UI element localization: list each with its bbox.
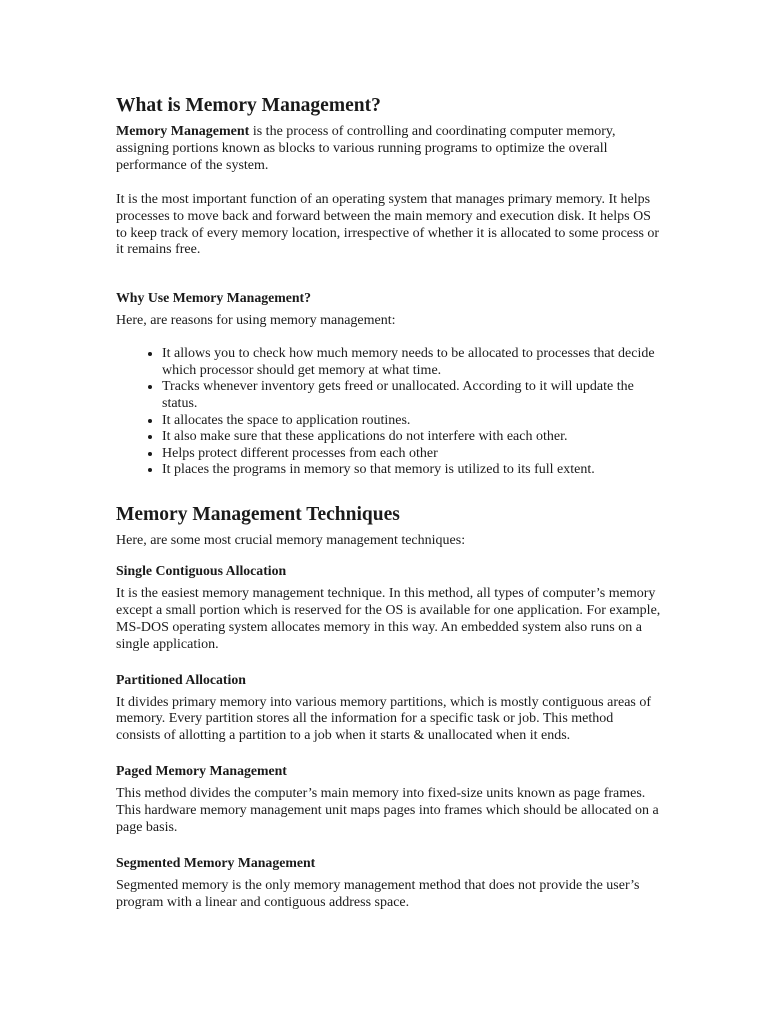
list-item: • It also make sure that these applications do not interfere with each other. xyxy=(162,429,661,446)
single-contiguous-text: It is the easiest memory management technique. In this method, all types of computer’s memory except a small portion which is reserved for the OS is available for one application. For example, MS-DOS operating system allocates memory in this way. An embedded system also runs on a single application. xyxy=(116,585,661,652)
heading-single-contiguous: Single Contiguous Allocation xyxy=(116,562,287,578)
heading-segmented: Segmented Memory Management xyxy=(116,854,316,870)
paged-text: This method divides the computer’s main memory into fixed-size units known as page frames. This hardware memory management unit maps pages into frames which should be allocated on a page basis. xyxy=(116,786,659,836)
partitioned-text: It divides primary memory into various memory partitions, which is mostly contiguous areas of memory. Every partition stores all the information for a specific task or job. This method consists of allotting a partition to a job when it starts & unallocated when it ends. xyxy=(116,694,652,744)
paragraph-importance: It is the most important function of an operating system that manages primary memory. It helps processes to move back and forward between the main memory and execution disk. It helps OS to keep track of every memory location, irrespective of whether it is allocated to some process or it remains free. xyxy=(116,191,660,258)
techniques-intro: Here, are some most crucial memory management techniques: xyxy=(116,533,466,548)
heading-paged: Paged Memory Management xyxy=(116,763,287,779)
heading-what-is-memory-management: What is Memory Management? xyxy=(116,95,381,116)
document-page xyxy=(116,94,661,912)
list-item: • It places the programs in memory so that memory is utilized to its full extent. xyxy=(162,462,661,479)
heading-partitioned: Partitioned Allocation xyxy=(116,671,246,687)
definition-text: is the process of controlling and coordinating computer memory, assigning portions known as blocks to various running programs to optimize the overall performance of the system. xyxy=(116,124,616,173)
term-memory-management: Memory Management xyxy=(116,124,250,139)
paragraph-definition xyxy=(116,124,661,175)
list-item: • It allocates the space to application routines. xyxy=(162,413,661,430)
segmented-text: Segmented memory is the only memory management method that does not provide the user’s program with a linear and contiguous address space. xyxy=(116,877,640,910)
heading-techniques: Memory Management Techniques xyxy=(116,504,400,525)
list-item: • Tracks whenever inventory gets freed or unallocated. According to it will update the status. xyxy=(162,379,661,412)
list-item: • It allows you to check how much memory needs to be allocated to processes that decide which processor should get memory at what time. xyxy=(162,346,661,379)
why-intro: Here, are reasons for using memory management: xyxy=(116,313,396,329)
list-item: • Helps protect different processes from each other xyxy=(162,446,661,463)
heading-why-use: Why Use Memory Management? xyxy=(116,290,312,306)
reasons-list xyxy=(116,346,661,479)
